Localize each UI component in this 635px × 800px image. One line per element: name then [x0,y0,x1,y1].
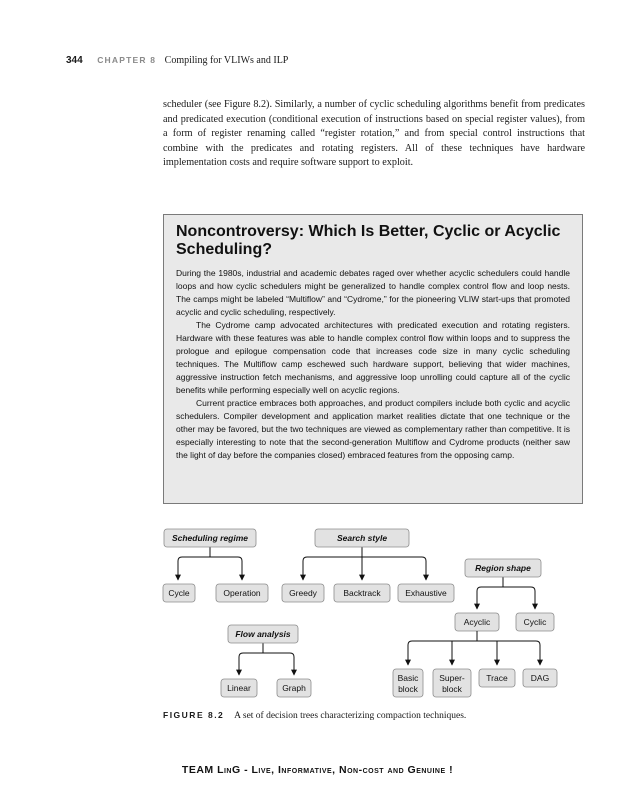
svg-text:Search style: Search style [336,533,388,543]
node-flow-analysis [228,625,298,643]
node-linear [221,679,257,697]
node-greedy [282,584,324,602]
decision-trees-diagram [160,525,590,705]
node-dag [523,669,557,687]
node-cycle [163,584,195,602]
node-cyclic [516,613,554,631]
superblock-line-1: Super- [439,673,465,683]
sidebar-paragraph-3: Current practice embraces both approaches, and product compilers include both cyclic and acyclic schedulers. Compiler development and application market realities dictate that one technique or the other may be favored, but the two techniques are viewed as complementary rather than competitive. It is especially interesting to note that the second-generation Multiflow and Cydrome products (neither saw the light of day before the companies closed) embraced features from the opposing camp. [176,398,570,460]
figure-caption-text: A set of decision trees characterizing compaction techniques. [234,711,467,721]
svg-text:Cyclic: Cyclic [523,617,547,627]
svg-text:DAG: DAG [530,673,550,683]
svg-text:Linear: Linear [227,683,251,693]
sidebar-paragraph-2: The Cydrome camp advocated architectures with predicated execution and rotating registers. Hardware with these features was able to handle complex control flow within loops and to suppress the prologue and epilogue compensation code that increases code size in many cyclic scheduling techniques. The Multiflow camp eschewed such hardware support, believing that wider machines, aggressive instruction fetch mechanisms, and aggressive loop unrolling could capture all of the cyclic benefits while performing especially well on acyclic regions. [176,320,570,395]
basic-block-line-2: block [398,684,418,694]
svg-text:Scheduling regime: Scheduling regime [171,533,249,543]
figure-label: FIGURE 8.2 [163,710,225,720]
node-region-shape [465,559,541,577]
svg-text:Graph: Graph [282,683,306,693]
svg-text:Acyclic: Acyclic [463,617,491,627]
node-graph [277,679,311,697]
node-scheduling-regime [164,529,256,547]
sidebar-box [163,214,583,504]
node-superblock [433,669,471,697]
chapter-label: CHAPTER 8 [97,55,157,65]
node-acyclic [455,613,499,631]
running-head [66,53,586,67]
page-number: 344 [66,55,83,66]
svg-text:Exhaustive: Exhaustive [405,588,447,598]
svg-text:Cycle: Cycle [168,588,190,598]
basic-block-line-1: Basic [397,673,419,683]
node-basic-block [393,669,423,697]
sidebar-title: Noncontroversy: Which Is Better, Cyclic or Acyclic Scheduling? [176,223,561,258]
svg-text:Region shape: Region shape [475,563,531,573]
node-backtrack [334,584,390,602]
body-paragraph: scheduler (see Figure 8.2). Similarly, a number of cyclic scheduling algorithms benefit from predicates and predicated execution (conditional execution of instructions based on special register values), from a form of register renaming called “register rotation,” and from special control instructions that combine with the predicates and rotating registers. All of these techniques have hardware implementation costs and require software support to exploit. [163,99,585,169]
figure-caption [163,709,585,722]
svg-text:Backtrack: Backtrack [343,588,381,598]
superblock-line-2: block [442,684,462,694]
svg-text:Greedy: Greedy [289,588,317,598]
node-search-style [315,529,409,547]
svg-text:Operation: Operation [223,588,261,598]
svg-text:Trace: Trace [486,673,508,683]
node-operation [216,584,268,602]
sidebar-paragraph-1: During the 1980s, industrial and academic debates raged over whether acyclic schedulers could handle loops and how cyclic schedulers might be generalized to handle complex control flow and loop nests. The camps might be labeled “Multiflow” and “Cydrome,” for the pioneering VLIW start-ups that promoted acyclic and cyclic scheduling, respectively. [176,268,570,317]
footer-banner: TEAM LinG - Live, Informative, Non-cost and Genuine ! [181,764,454,776]
svg-text:Flow analysis: Flow analysis [235,629,291,639]
chapter-title: Compiling for VLIWs and ILP [164,55,289,66]
node-trace [479,669,515,687]
node-exhaustive [398,584,454,602]
